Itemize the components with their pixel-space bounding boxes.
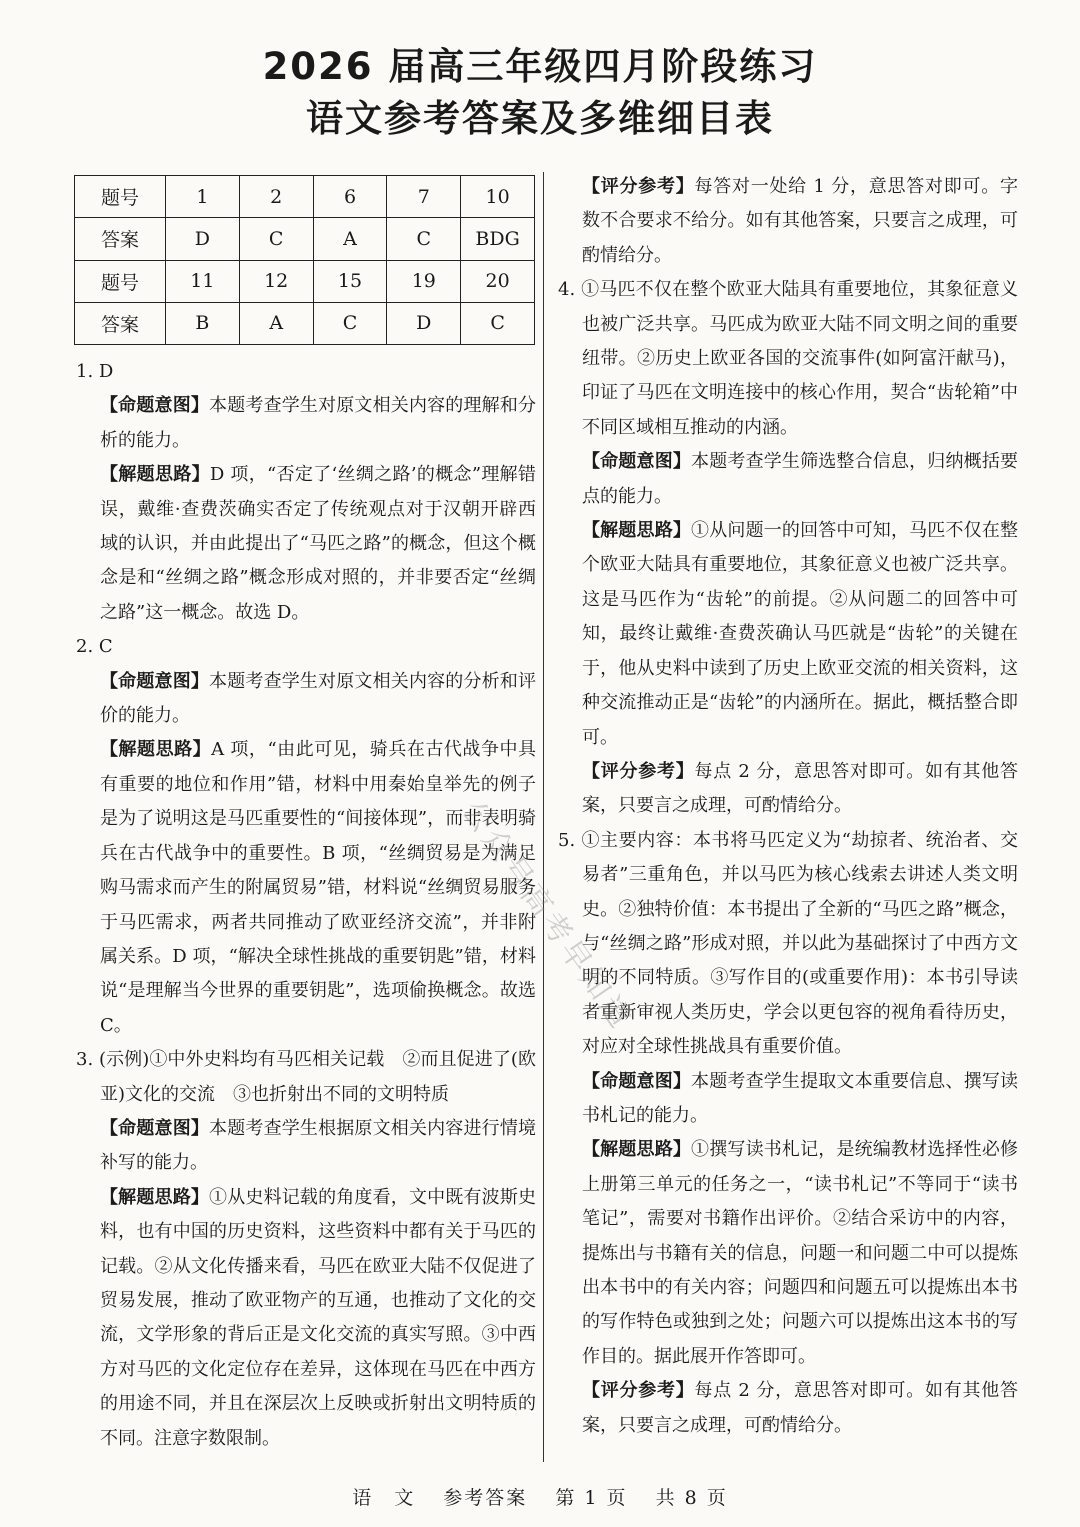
watermark: 公众号高考早知道 [454, 794, 640, 1038]
table-cell: B [166, 302, 240, 344]
table-cell: D [166, 218, 240, 260]
page-title: 2026 届高三年级四月阶段练习 [262, 45, 818, 88]
table-row-header: 题号 [75, 176, 166, 218]
q1-intent: 【命题意图】本题考查学生对原文相关内容的理解和分析的能力。 [100, 395, 537, 451]
q3-idea: 【解题思路】①从史料记载的角度看，文中既有波斯史料，也有中国的历史资料，这些资料中都有关于马匹的记载。②从文化传播来看，马匹在欧亚大陆不仅促进了贸易发展，推动了欧亚物产的互通，也推动了文化的交流，文学形象的背后正是文化交流的真实写照。③中西方对马匹的文化定位存在差异，这体现在马匹在中西方的用途不同，并且在深层次上反映或折射出文明特质的不同。注意字数限制。 [100, 1186, 537, 1449]
q4-idea: 【解题思路】①从问题一的回答中可知，马匹不仅在整个欧亚大陆具有重要地位，其象征意义也被广泛共享。这是马匹作为“齿轮”的前提。②从问题二的回答中可知，最终让戴维·查费茨确认马匹就是“齿轮”的关键在于，他从史料中读到了历史上欧亚交流的相关资料，这种交流推动正是“齿轮”的内涵所在。据此，概括整合即可。 [582, 520, 1019, 748]
table-row [75, 176, 535, 218]
table-cell: C [387, 218, 461, 260]
q1-idea: 【解题思路】D 项，“否定了‘丝绸之路’的概念”理解错误，戴维·查费茨确实否定了传统观点对于汉朝开辟西域的认识，并由此提出了“马匹之路”的概念，但这个概念是和“丝绸之路”概念形成对照的，并非要否定“丝绸之路”这一概念。故选 D。 [100, 464, 537, 623]
q1-answer: 1. D [76, 361, 114, 382]
table-cell: 19 [387, 260, 461, 302]
table-cell: 11 [166, 260, 240, 302]
q4-score: 【评分参考】每点 2 分，意思答对即可。如有其他答案，只要言之成理，可酌情给分。 [582, 760, 1018, 817]
right-column [556, 170, 1018, 1443]
q2-intent: 【命题意图】本题考查学生对原文相关内容的分析和评价的能力。 [100, 670, 537, 727]
table-cell: 15 [313, 260, 387, 302]
table-cell: 7 [387, 176, 461, 218]
q2-idea: 【解题思路】A 项，“由此可见，骑兵在古代战争中具有重要的地位和作用”错，材料中用秦始皇举先的例子是为了说明这是马匹重要性的“间接体现”，而非表明骑兵在古代战争中的重要性。B 项，“丝绸贸易是为满足购马需求而产生的附属贸易”错，材料说“丝绸贸易服务于马匹需求，两者共同推动了欧亚经济交流”，并非附属关系。D 项，“解决全球性挑战的重要钥匙”错，材料说“是理解当今世界的重要钥匙”，选项偷换概念。故选 C。 [100, 739, 537, 1036]
q4-answer: 4. ①马匹不仅在整个欧亚大陆具有重要地位，其象征意义也被广泛共享。马匹成为欧亚大陆不同文明之间的重要纽带。②历史上欧亚各国的交流事件(如阿富汗献马)，印证了马匹在文明连接中的核心作用，契合“齿轮箱”中不同区域相互推动的内涵。 [558, 279, 1018, 438]
q5-idea: 【解题思路】①撰写读书札记，是统编教材选择性必修上册第三单元的任务之一，“读书札记”不等同于“读书笔记”，需要对书籍作出评价。②结合采访中的内容，提炼出与书籍有关的信息，问题一和问题二中可以提炼出本书中的有关内容；问题四和问题五可以提炼出本书的写作特色或独到之处；问题六可以提炼出这本书的写作目的。据此展开作答即可。 [582, 1139, 1019, 1367]
table-cell: 2 [239, 176, 313, 218]
table-cell: 10 [461, 176, 535, 218]
column-divider [543, 172, 544, 1462]
table-row [75, 218, 535, 260]
table-cell: 12 [239, 260, 313, 302]
table-cell: 20 [461, 260, 535, 302]
q3-score: 【评分参考】每答对一处给 1 分，意思答对即可。字数不合要求不给分。如有其他答案，只要言之成理，可酌情给分。 [582, 176, 1018, 266]
table-row [75, 260, 535, 302]
table-row-header: 题号 [75, 260, 166, 302]
footer-doc: 参考答案 [443, 1487, 528, 1509]
page-subtitle: 语文参考答案及多维细目表 [306, 97, 774, 140]
q3-intent: 【命题意图】本题考查学生根据原文相关内容进行情境补写的能力。 [100, 1117, 537, 1174]
q5-answer: 5. ①主要内容：本书将马匹定义为“劫掠者、统治者、交易者”三重角色，并以马匹为核心线索去讲述人类文明史。②独特价值：本书提出了全新的“马匹之路”概念，与“丝绸之路”形成对照，并以此为基础探讨了中西方文明的不同特质。③写作目的(或重要作用)：本书引导读者重新审视人类历史，学会以更包容的视角看待历史，对应对全球性挑战具有重要价值。 [558, 829, 1018, 1058]
table-cell: C [239, 218, 313, 260]
table-cell: BDG [461, 218, 535, 260]
q4-intent: 【命题意图】本题考查学生筛选整合信息，归纳概括要点的能力。 [582, 451, 1019, 507]
table-cell: D [387, 302, 461, 344]
table-cell: A [313, 218, 387, 260]
answer-table [74, 175, 535, 345]
left-column [74, 355, 536, 1456]
footer-total: 共 8 页 [655, 1487, 728, 1509]
q3-answer: 3. (示例)①中外史料均有马匹相关记载 ②而且促进了(欧亚)文化的交流 ③也折射出不同的文明特质 [76, 1049, 536, 1105]
footer-subject: 语 文 [352, 1487, 416, 1509]
q5-score: 【评分参考】每点 2 分，意思答对即可。如有其他答案，只要言之成理，可酌情给分。 [582, 1380, 1018, 1436]
table-row [75, 302, 535, 344]
table-row-header: 答案 [75, 302, 166, 344]
page-footer [0, 1483, 1080, 1510]
table-cell: 1 [166, 176, 240, 218]
table-row-header: 答案 [75, 218, 166, 260]
table-cell: A [239, 302, 313, 344]
table-cell: C [461, 302, 535, 344]
table-cell: C [313, 302, 387, 344]
q2-answer: 2. C [76, 636, 113, 658]
footer-page: 第 1 页 [555, 1487, 628, 1509]
q5-intent: 【命题意图】本题考查学生提取文本重要信息、撰写读书札记的能力。 [582, 1070, 1019, 1126]
table-cell: 6 [313, 176, 387, 218]
